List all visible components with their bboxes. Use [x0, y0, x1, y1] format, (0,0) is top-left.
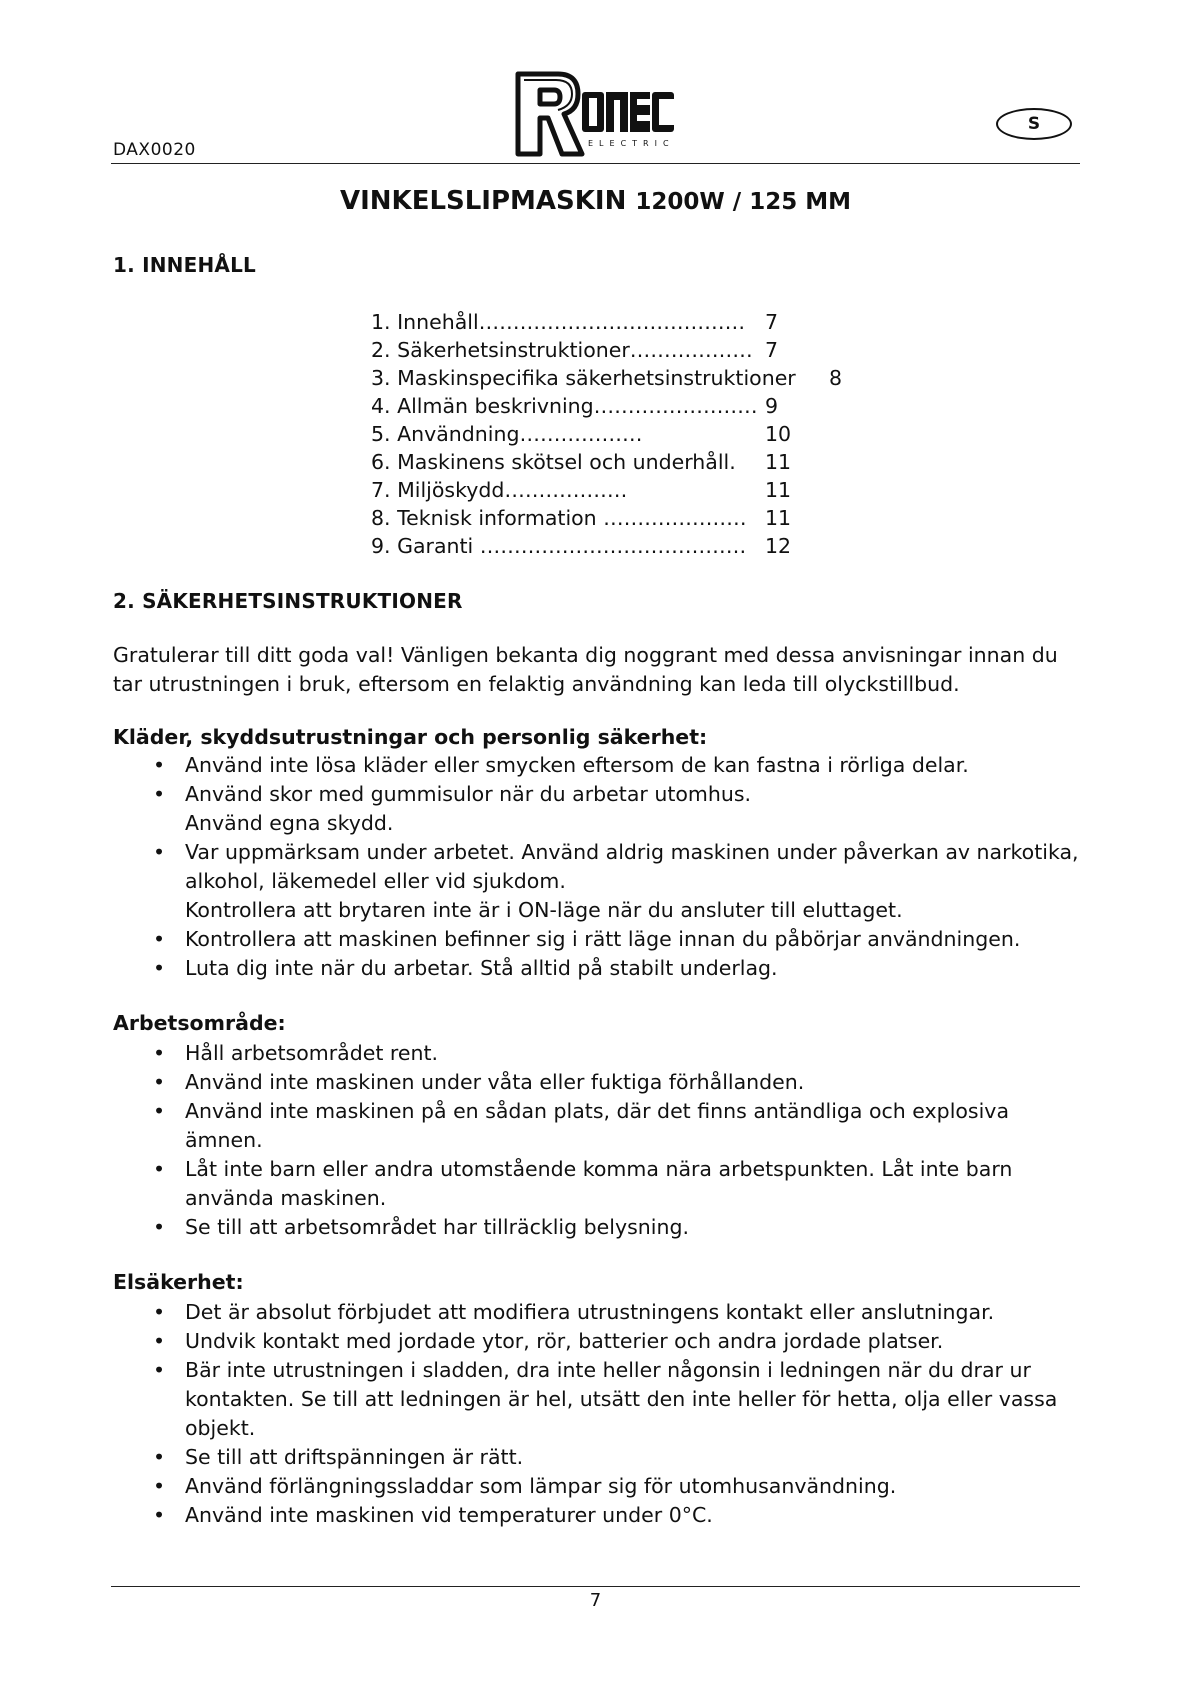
list-item: [113, 1213, 1088, 1242]
bullet-icon: •: [153, 840, 166, 864]
bullet-icon: •: [153, 1300, 166, 1324]
toc-item-page: 9: [765, 394, 779, 418]
bullet-icon: •: [153, 956, 166, 980]
list-item: [113, 751, 1088, 780]
list-item: [113, 1097, 1088, 1155]
list-item-text: Använd inte maskinen vid temperaturer under 0°C.: [185, 1503, 713, 1527]
toc-item-page: 12: [765, 534, 792, 558]
list-item-text: Håll arbetsområdet rent.: [185, 1041, 439, 1065]
work-area-list: [113, 1039, 1088, 1242]
intro-paragraph: Gratulerar till ditt goda val! Vänligen bekanta dig noggrant med dessa anvisningar innan du tar utrustningen i bruk, eftersom en felaktig användning kan leda till olyckstillbud.: [113, 643, 1058, 696]
list-item-text: Använd förlängningssladdar som lämpar sig för utomhusanvändning.: [185, 1474, 897, 1498]
toc-item-page: 11: [765, 478, 792, 502]
toc-item-page: 11: [765, 506, 792, 530]
list-item-text: Låt inte barn eller andra utomstående komma nära arbetspunkten. Låt inte barn använda maskinen.: [185, 1157, 1013, 1210]
list-item-text: Använd skor med gummisulor när du arbetar utomhus. Använd egna skydd.: [185, 782, 752, 835]
bullet-icon: •: [153, 1157, 166, 1181]
title-sub: 1200W / 125 MM: [635, 189, 851, 215]
section-heading-safety: 2. SÄKERHETSINSTRUKTIONER: [113, 589, 463, 613]
list-item: [113, 1298, 1088, 1327]
list-item: [113, 780, 1088, 838]
clothing-list: [113, 751, 1088, 983]
toc-item-page: 8: [829, 366, 843, 390]
list-item: [113, 1443, 1088, 1472]
toc-item-page: 10: [765, 422, 792, 446]
toc-item-text: 2. Säkerhetsinstruktioner………………: [371, 338, 753, 362]
list-item-text: Använd inte maskinen på en sådan plats, där det finns antändliga och explosiva ämnen.: [185, 1099, 1010, 1152]
bullet-icon: •: [153, 1445, 166, 1469]
list-item-text: Använd inte maskinen under våta eller fuktiga förhållanden.: [185, 1070, 805, 1094]
logo-tagline: ELECTRIC: [588, 139, 675, 148]
bullet-icon: •: [153, 1041, 166, 1065]
list-item: [113, 954, 1088, 983]
section-heading-contents: 1. INNEHÅLL: [113, 253, 256, 277]
toc-item-text: 9. Garanti …………………………………: [371, 534, 747, 558]
list-item-text: Använd inte lösa kläder eller smycken eftersom de kan fastna i rörliga delar.: [185, 753, 969, 777]
bullet-icon: •: [153, 1099, 166, 1123]
toc-item[interactable]: [371, 392, 891, 420]
toc-item-text: 5. Användning………………: [371, 422, 643, 446]
toc-item-page: 7: [765, 310, 779, 334]
toc-item[interactable]: [371, 504, 891, 532]
list-item-text: Var uppmärksam under arbetet. Använd aldrig maskinen under påverkan av narkotika, alkohol, läkemedel eller vid sjukdom. Kontrollera att brytaren inte är i ON-läge när du ansluter till eluttaget.: [185, 840, 1079, 922]
bullet-icon: •: [153, 1070, 166, 1094]
document-title: [0, 186, 1191, 216]
toc-item[interactable]: [371, 308, 891, 336]
list-item: [113, 1327, 1088, 1356]
list-item: [113, 1155, 1088, 1213]
list-item: [113, 1068, 1088, 1097]
bullet-icon: •: [153, 1474, 166, 1498]
bullet-icon: •: [153, 782, 166, 806]
bullet-icon: •: [153, 1215, 166, 1239]
list-item-text: Undvik kontakt med jordade ytor, rör, batterier och andra jordade platser.: [185, 1329, 944, 1353]
list-item-text: Bär inte utrustningen i sladden, dra inte heller någonsin i ledningen när du drar ur kontakten. Se till att ledningen är hel, utsätt den inte heller för hetta, olja eller vassa objekt.: [185, 1358, 1058, 1440]
subheading-electrical: Elsäkerhet:: [113, 1270, 244, 1294]
bullet-icon: •: [153, 927, 166, 951]
model-code: DAX0020: [113, 140, 196, 160]
toc-item-text: 6. Maskinens skötsel och underhåll.: [371, 450, 736, 474]
bullet-icon: •: [153, 1329, 166, 1353]
toc-item-page: 7: [765, 338, 779, 362]
toc-item-text: 7. Miljöskydd………………: [371, 478, 628, 502]
title-main: VINKELSLIPMASKIN: [339, 186, 627, 216]
electrical-list: [113, 1298, 1088, 1530]
list-item-text: Se till att driftspänningen är rätt.: [185, 1445, 524, 1469]
list-item-text: Se till att arbetsområdet har tillräcklig belysning.: [185, 1215, 689, 1239]
toc-item[interactable]: [371, 364, 891, 392]
list-item-text: Kontrollera att maskinen befinner sig i rätt läge innan du påbörjar användningen.: [185, 927, 1021, 951]
list-item-text: Det är absolut förbjudet att modifiera utrustningens kontakt eller anslutningar.: [185, 1300, 995, 1324]
bullet-icon: •: [153, 753, 166, 777]
list-item: [113, 1356, 1088, 1443]
toc-item[interactable]: [371, 448, 891, 476]
list-item: [113, 1501, 1088, 1530]
list-item: [113, 838, 1088, 925]
bullet-icon: •: [153, 1358, 166, 1382]
toc-item-text: 1. Innehåll…………………………………: [371, 310, 746, 334]
list-item-text: Luta dig inte när du arbetar. Stå alltid på stabilt underlag.: [185, 956, 778, 980]
toc-item[interactable]: [371, 420, 891, 448]
subheading-work-area: Arbetsområde:: [113, 1011, 286, 1035]
toc-item[interactable]: [371, 476, 891, 504]
toc-item-text: 3. Maskinspecifika säkerhetsinstruktioner: [371, 366, 796, 390]
list-item: [113, 1472, 1088, 1501]
table-of-contents: [371, 308, 891, 560]
bullet-icon: •: [153, 1503, 166, 1527]
page-number: 7: [589, 1590, 602, 1611]
rotec-logo: [512, 66, 682, 162]
toc-item-page: 11: [765, 450, 792, 474]
footer-divider: [111, 1586, 1080, 1587]
toc-item[interactable]: [371, 336, 891, 364]
toc-item-text: 8. Teknisk information …………………: [371, 506, 747, 530]
toc-item[interactable]: [371, 532, 891, 560]
language-badge: [996, 108, 1072, 140]
list-item: [113, 1039, 1088, 1068]
language-badge-label: S: [1027, 114, 1041, 134]
toc-item-text: 4. Allmän beskrivning……………………: [371, 394, 758, 418]
header-divider: [111, 163, 1080, 164]
list-item: [113, 925, 1088, 954]
subheading-clothing: Kläder, skyddsutrustningar och personlig säkerhet:: [113, 725, 708, 749]
